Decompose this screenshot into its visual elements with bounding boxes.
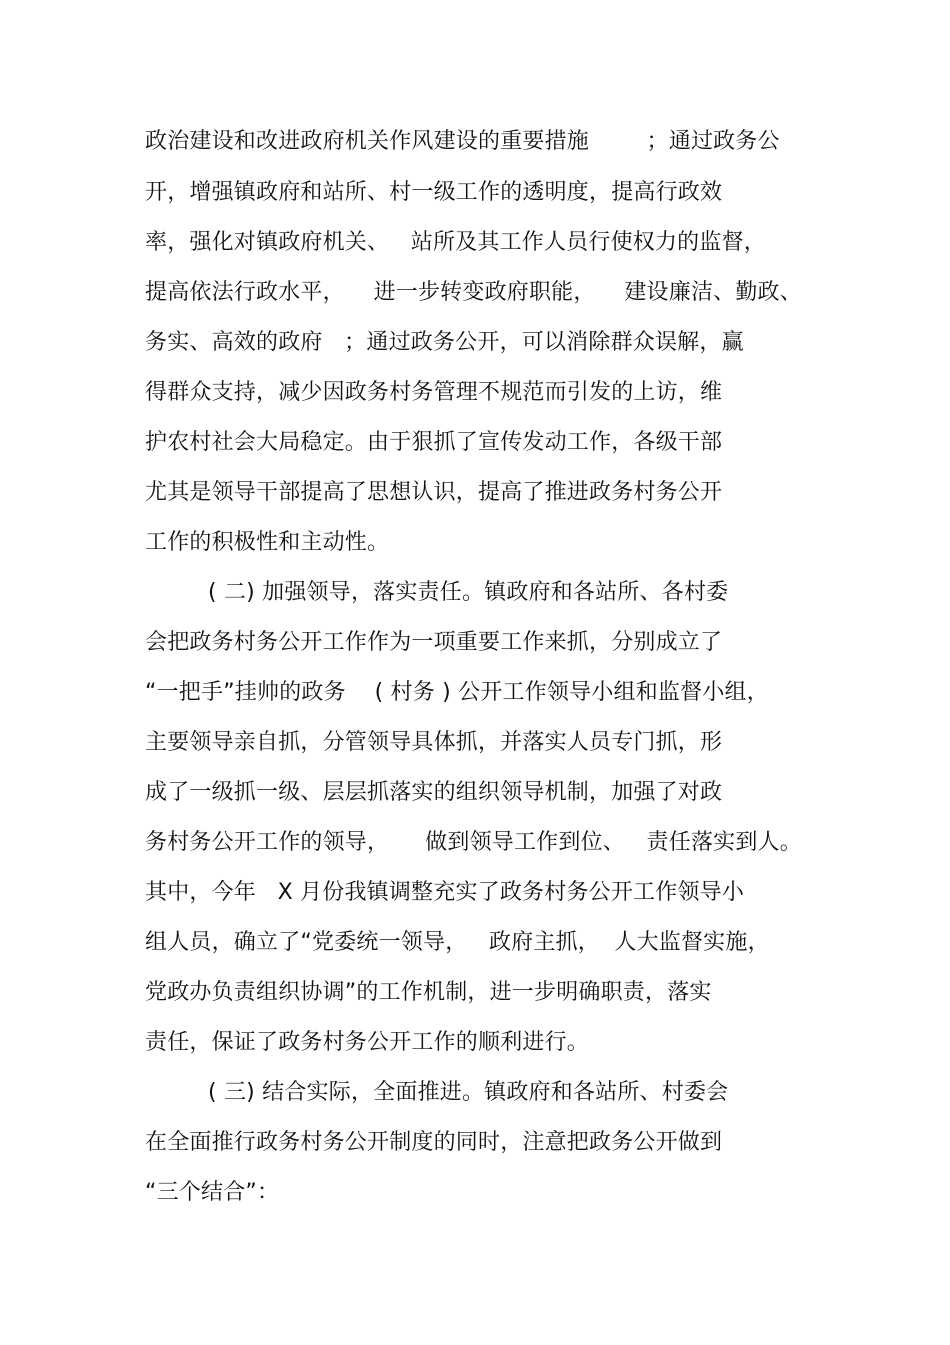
text-line: 得群众支持，减少因政务村务管理不规范而引发的上访，维 — [145, 380, 723, 405]
text-line: 主要领导亲自抓，分管领导具体抓，并落实人员专门抓，形 — [145, 730, 723, 755]
text-line: 成了一级抓一级、层层抓落实的组织领导机制，加强了对政 — [145, 780, 723, 805]
text-line: 率，强化对镇政府机关、 站所及其工作人员行使权力的监督， — [145, 230, 766, 255]
text-line: 务实、高效的政府 ；通过政务公开，可以消除群众误解，赢 — [145, 330, 744, 355]
text-line: 政治建设和改进政府机关作风建设的重要措施 ；通过政务公 — [145, 129, 780, 154]
text-line: 在全面推行政务村务公开制度的同时，注意把政务公开做到 — [145, 1130, 723, 1155]
text-line: 党政办负责组织协调”的工作机制，进一步明确职责，落实 — [145, 980, 712, 1005]
text-line: “一把手”挂帅的政务 ( 村务 ) 公开工作领导小组和监督小组， — [145, 680, 769, 705]
text-line: 工作的积极性和主动性。 — [145, 530, 390, 555]
text-line: 开，增强镇政府和站所、村一级工作的透明度，提高行政效 — [145, 180, 723, 205]
text-line: “三个结合”： — [145, 1180, 280, 1205]
text-line: 会把政务村务公开工作作为一项重要工作来抓，分别成立了 — [145, 630, 723, 655]
paragraph-heading: ( 三) 结合实际，全面推进。镇政府和各站所、村委会 — [208, 1080, 729, 1105]
text-line: 组人员，确立了“党委统一领导， 政府主抓， 人大监督实施， — [145, 930, 770, 955]
paragraph-heading: ( 二) 加强领导，落实责任。镇政府和各站所、各村委 — [208, 580, 729, 605]
text-line: 护农村社会大局稳定。由于狠抓了宣传发动工作，各级干部 — [145, 430, 723, 455]
text-line: 尤其是领导干部提高了思想认识，提高了推进政务村务公开 — [145, 480, 723, 505]
text-line: 责任，保证了政务村务公开工作的顺利进行。 — [145, 1030, 590, 1055]
text-line: 提高依法行政水平， 进一步转变政府职能， 建设廉洁、勤政、 — [145, 280, 802, 305]
text-line: 务村务公开工作的领导， 做到领导工作到位、 责任落实到人。 — [145, 830, 802, 855]
text-line: 其中，今年 X 月份我镇调整充实了政务村务公开工作领导小 — [145, 880, 745, 905]
